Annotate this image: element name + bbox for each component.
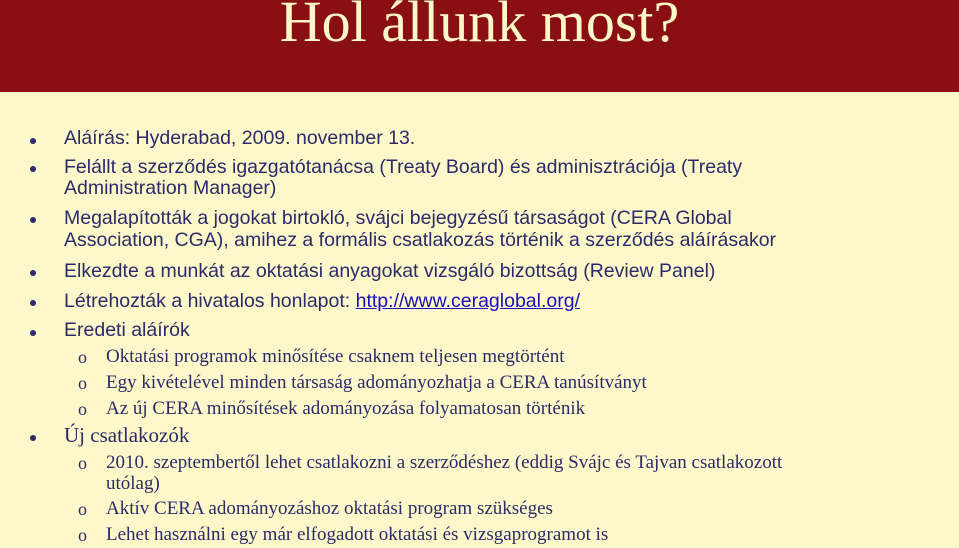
sub-bullet-text: 2010. szeptembertől lehet csatlakozni a szerződéshez (eddig Svájc és Tajvan csatlakozott	[106, 452, 783, 473]
bullet-text: Aláírás: Hyderabad, 2009. november 13.	[64, 127, 416, 149]
bullet-dot	[30, 300, 36, 306]
website-link[interactable]: http://www.ceraglobal.org/	[355, 290, 580, 312]
website-label: Létrehozták a hivatalos honlapot:	[64, 290, 356, 312]
bullet-dot	[30, 270, 36, 276]
sub-marker: o	[78, 347, 87, 367]
bullet-text: Megalapították a jogokat birtokló, svájci bejegyzésű társaságot (CERA Global	[64, 207, 732, 229]
sub-bullet-text: Az új CERA minősítések adományozása folyamatosan történik	[106, 398, 586, 419]
page-title: Hol állunk most?	[279, 0, 680, 54]
sub-marker: o	[78, 399, 87, 419]
bullet-dot	[30, 138, 36, 144]
sub-bullet-text: Oktatási programok minősítése csaknem teljesen megtörtént	[106, 346, 565, 367]
sub-marker: o	[78, 499, 87, 519]
sub-bullet-text: Aktív CERA adományozáshoz oktatási program szükséges	[106, 498, 553, 519]
bullet-text: Elkezdte a munkát az oktatási anyagokat vizsgáló bizottság (Review Panel)	[64, 260, 716, 282]
sub-bullet-text: Egy kivételével minden társaság adományozhatja a CERA tanúsítványt	[106, 372, 647, 393]
sub-bullet-text: utólag)	[106, 473, 160, 494]
bullet-text	[64, 290, 580, 312]
bullet-dot	[30, 166, 36, 172]
sub-marker: o	[78, 373, 87, 393]
bullet-text: Felállt a szerződés igazgatótanácsa (Treaty Board) és adminisztrációja (Treaty	[64, 156, 743, 178]
bullet-dot	[30, 435, 36, 441]
bullet-text: Association, CGA), amihez a formális csatlakozás történik a szerződés aláírásakor	[64, 229, 777, 251]
bullet-text: Eredeti aláírók	[64, 319, 190, 341]
bullet-dot	[30, 217, 36, 223]
sub-marker: o	[78, 525, 87, 545]
bullet-dot	[30, 330, 36, 336]
sub-marker: o	[78, 453, 87, 473]
bullet-text: Administration Manager)	[64, 177, 277, 199]
sub-bullet-text: Lehet használni egy már elfogadott oktatási és vizsgaprogramot is	[106, 524, 609, 545]
bullet-text: Új csatlakozók	[64, 423, 190, 447]
